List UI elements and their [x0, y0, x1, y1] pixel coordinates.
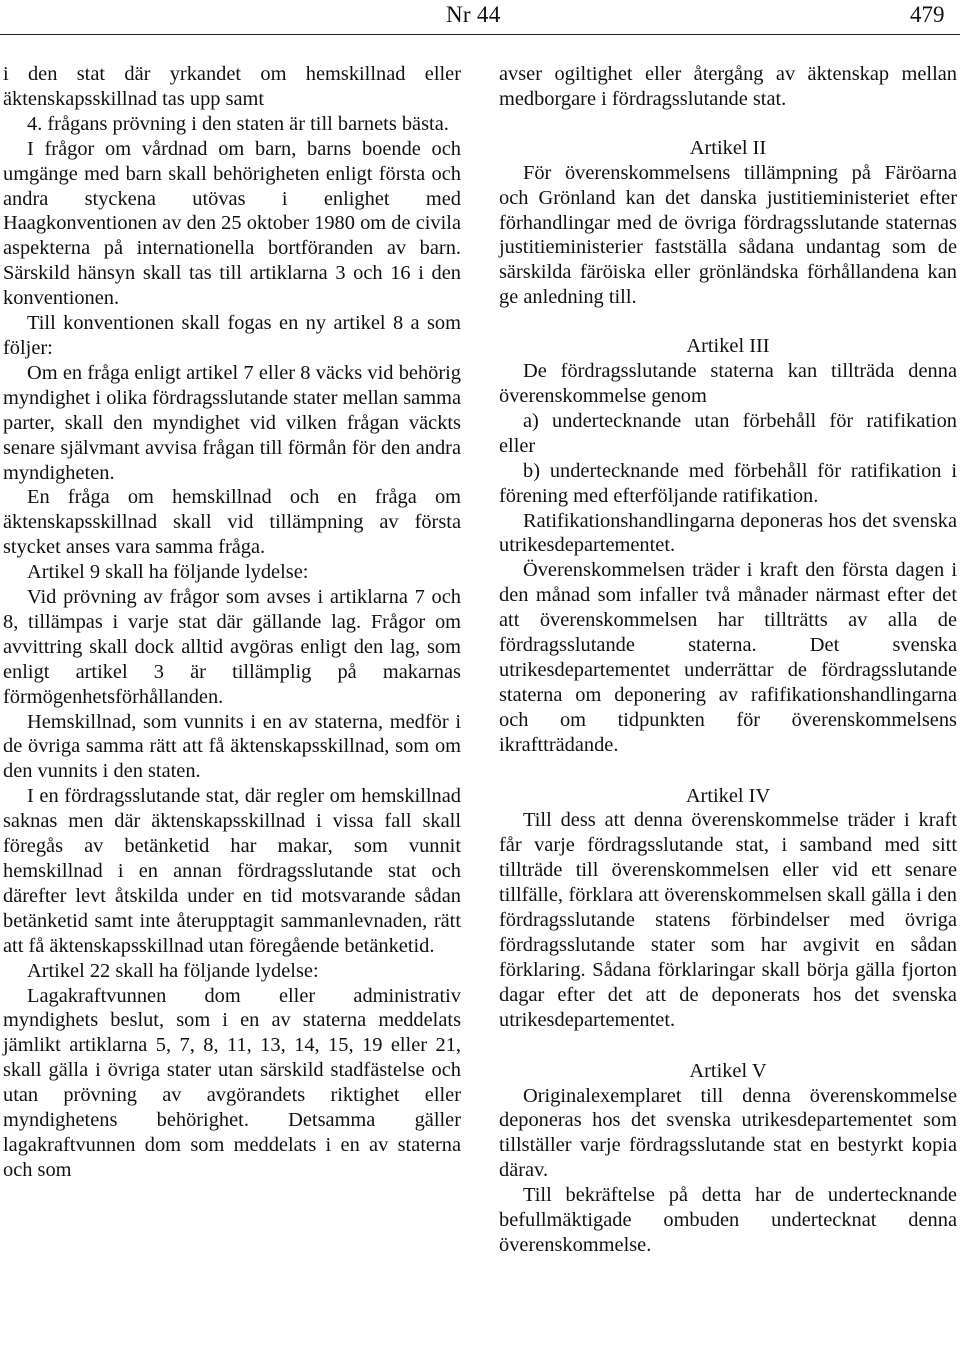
paragraph: Till konventionen skall fogas en ny artikel 8 a som följer:	[3, 312, 461, 359]
paragraph: Till bekräftelse på detta har de undertecknande befullmäktigade ombuden undertecknat denna överenskommelse.	[499, 1184, 957, 1256]
list-item: a) undertecknande utan förbehåll för ratifikation eller	[499, 409, 957, 457]
paragraph: Artikel 9 skall ha följande lydelse:	[27, 561, 309, 584]
paragraph: i den stat där yrkandet om hemskillnad eller äktenskapsskillnad tas upp samt	[3, 63, 461, 110]
right-column	[499, 62, 957, 1258]
paragraph: Överenskommelsen träder i kraft den första dagen i den månad som infaller två månader närmast efter det att överenskommelsen har tillträtts av alla de fördragsslutande staterna. Det svenska utrikesdepartementet underrättar de fördragsslutande staterna om deponering av rafifikationshandlingarna och om tidpunkten för överenskommelsens ikraftträdande.	[499, 559, 957, 756]
paragraph: Vid prövning av frågor som avses i artiklarna 7 och 8, tillämpas i varje stat där gällande lag. Frågor om avvittring skall dock alltid avgöras enligt den lag, som enligt artikel 3 är tillämplig på makarnas förmögenhetsförhållanden.	[3, 586, 461, 708]
paragraph: Hemskillnad, som vunnits i en av staterna, medför i de övriga samma rätt att få äktenskapsskillnad, som om den vunnits i den staten.	[3, 710, 461, 783]
article-heading: Artikel IV	[685, 784, 771, 807]
running-header	[0, 0, 960, 40]
paragraph: Om en fråga enligt artikel 7 eller 8 väcks vid behörig myndighet i olika fördragsslutande stater mellan samma parter, skall den myndighet vid vilken frågan väckts senare självmant avvisa frågan till förmån för den andra myndigheten.	[3, 361, 461, 484]
paragraph: Lagakraftvunnen dom eller administrativ myndighets beslut, som i en av staterna meddelats jämlikt artiklarna 5, 7, 8, 11, 13, 14, 15, 19 eller 21, skall gälla i övriga stater utan särskild stadfästelse och utan prövning av avgörandets riktighet eller myndighetens behörighet. Detsamma gäller lagakraftvunnen dom som meddelats i en av staterna och som	[3, 984, 461, 1181]
paragraph: I en fördragsslutande stat, där regler om hemskillnad saknas men där äktenskapsskillnad i vissa fall skall föregås av betänketid har makar, som vunnit hemskillnad i en annan fördragsslutande stat och därefter levt åtskilda under en tid motsvarande sådan betänketid samt inte återupptagit sammanlevnaden, rätt att få äktenskapsskillnad utan föregående betänketid.	[3, 785, 461, 957]
paragraph: Artikel 22 skall ha följande lydelse:	[27, 959, 319, 982]
paragraph: En fråga om hemskillnad och en fråga om äktenskapsskillnad skall vid tillämpning av första stycket anses vara samma fråga.	[3, 486, 461, 559]
journal-number: Nr 44	[446, 2, 501, 27]
article-heading: Artikel V	[689, 1059, 767, 1082]
left-column	[3, 62, 461, 1183]
list-item: 4. frågans prövning i den staten är till barnets bästa.	[27, 112, 449, 135]
article-heading: Artikel III	[686, 335, 770, 358]
header-rule	[0, 34, 960, 35]
list-item: b) undertecknande med förbehåll för ratifikation i förening med efterföljande ratifikation.	[499, 459, 957, 507]
paragraph: För överenskommelsens tillämpning på Färöarna och Grönland kan det danska justitieministeriet efter förhandlingar med de övriga fördragsslutande staternas justitieministerier fastställa sådana undantag som de särskilda färöiska eller grönländska förhållandena kan ge anledning till.	[499, 161, 957, 309]
article-heading: Artikel II	[689, 136, 767, 159]
paragraph: Till dess att denna överenskommelse träder i kraft får varje fördragsslutande stat, i samband med sitt tillträde till överenskommelsen eller vid ett senare tillfälle, förklara att överenskommelsen skall gälla i den fördragsslutande statens förbindelser med övriga fördragsslutande stater som har avgivit en sådan förklaring. Sådana förklaringar skall börja gälla fjorton dagar efter det att de deponerats hos det svenska utrikesdepartementet.	[499, 809, 957, 1031]
paragraph: Ratifikationshandlingarna deponeras hos det svenska utrikesdepartementet.	[499, 509, 957, 557]
paragraph: De fördragsslutande staterna kan tillträda denna överenskommelse genom	[499, 360, 957, 407]
paragraph: avser ogiltighet eller återgång av äktenskap mellan medborgare i fördragsslutande stat.	[499, 63, 957, 110]
paragraph: I frågor om vårdnad om barn, barns boende och umgänge med barn skall behörigheten enligt första och andra styckena utövas i enlighet med Haagkonventionen av den 25 oktober 1980 om de civila aspekterna på internationella bortföranden av barn. Särskild hänsyn skall tas till artiklarna 3 och 16 i den konventionen.	[3, 137, 461, 310]
page-number: 479	[910, 2, 945, 27]
paragraph: Originalexemplaret till denna överenskommelse deponeras hos det svenska utrikesdepartementet som tillställer varje fördragsslutande stat en bestyrkt kopia därav.	[499, 1084, 957, 1182]
